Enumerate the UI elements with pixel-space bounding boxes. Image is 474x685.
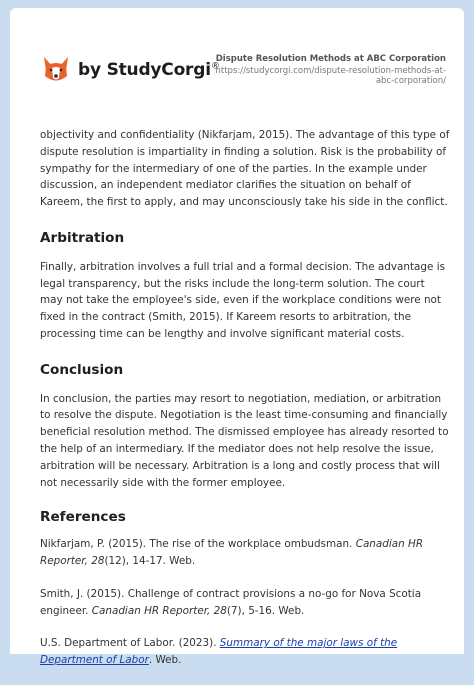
- reference-item: Nikfarjam, P. (2015). The rise of the workplace ombudsman. Canadian HR Reporter, 28(12), 14-17. Web.: [40, 538, 424, 567]
- document-url[interactable]: https://studycorgi.com/dispute-resolution-methods-at-abc-corporation/: [215, 66, 446, 86]
- references-heading: References: [40, 509, 126, 526]
- reference-item: U.S. Department of Labor. (2023). Summary of the major laws of the Department of Labor. Web.: [40, 637, 398, 667]
- journal-title: Canadian HR Reporter, 28: [91, 604, 227, 617]
- corgi-icon: [40, 54, 72, 86]
- document-page: [10, 8, 464, 667]
- reference-item: Smith, J. (2015). Challenge of contract provisions a no-go for Nova Scotia engineer. Canadian HR Reporter, 28(7), 5-16. Web.: [40, 587, 422, 617]
- page-header: [10, 8, 464, 118]
- document-body: [40, 127, 450, 685]
- conclusion-heading: Conclusion: [40, 361, 124, 378]
- trademark-symbol: ®: [210, 61, 220, 72]
- conclusion-paragraph: In conclusion, the parties may resort to negotiation, mediation, or arbitration to resolve the dispute. Negotiation is the least time-consuming and financially beneficial resolution method. The dismissed employee has already resorted to the help of an intermediary. If the mediator does not help resolve the issue, arbitration will be necessary. Arbitration is a long and costly process that will not necessarily side with the former employee.: [40, 392, 449, 489]
- reference-link[interactable]: Summary of the major laws of the Department of Labor: [40, 637, 398, 667]
- document-title: Dispute Resolution Methods at ABC Corporation: [215, 54, 446, 64]
- studycorgi-logo[interactable]: [40, 54, 220, 94]
- journal-title: Canadian HR Reporter, 28: [40, 538, 424, 567]
- intro-paragraph: objectivity and confidentiality (Nikfarjam, 2015). The advantage of this type of dispute resolution is impartiality in finding a solution. Risk is the probability of sympathy for the intermediary of one of the parties. In the example under discussion, an independent mediator clarifies the situation on behalf of Kareem, the first to apply, and may unconsciously take his side in the conflict.: [40, 129, 450, 209]
- arbitration-heading: Arbitration: [40, 229, 125, 246]
- brand-name: by StudyCorgi®: [78, 60, 220, 80]
- arbitration-paragraph: Finally, arbitration involves a full trial and a formal decision. The advantage is legal transparency, but the risks include the long-term solution. The court may not take the employee's side, even if the workplace conditions were not fixed in the contract (Smith, 2015). If Kareem resorts to arbitration, the processing time can be lengthy and involve significant material costs.: [40, 260, 446, 340]
